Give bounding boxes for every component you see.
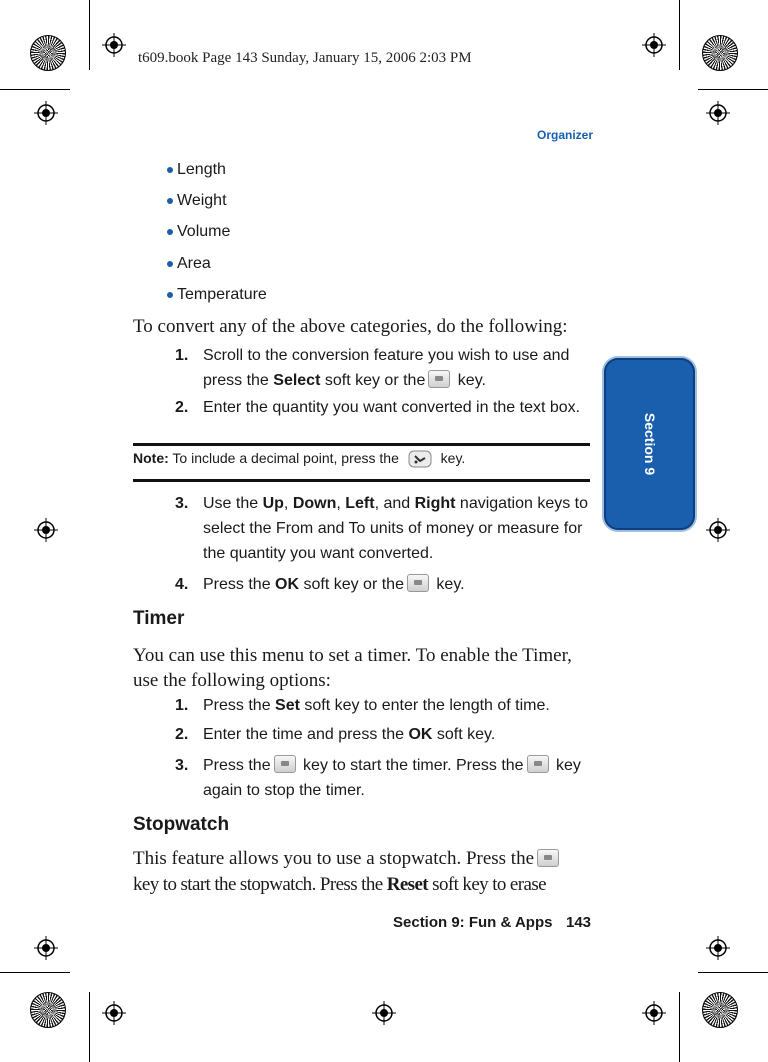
crop-mark-top-left-h	[0, 89, 70, 90]
step-text: Press the key to start the timer. Press the key again to stop the timer.	[203, 757, 581, 799]
step-text: Scroll to the conversion feature you wish to use and press the Select soft key or the key.	[203, 347, 570, 389]
step-item	[175, 572, 605, 597]
registration-target-icon	[34, 101, 58, 125]
step-number: 2.	[175, 726, 189, 743]
step-number: 4.	[175, 576, 189, 593]
stopwatch-heading: Stopwatch	[133, 814, 230, 835]
crop-mark-top-right-v	[679, 0, 680, 70]
rosette-mark-icon	[702, 992, 738, 1028]
step-item	[175, 753, 605, 803]
crop-mark-top-right-h	[698, 89, 768, 90]
bullet-item: Length	[167, 161, 226, 179]
registration-target-icon	[102, 1001, 126, 1025]
step-number: 1.	[175, 697, 189, 714]
bullet-dot-icon	[167, 292, 173, 298]
step-item	[175, 693, 605, 718]
registration-target-icon	[34, 518, 58, 542]
footer-section: Section 9: Fun & Apps	[393, 914, 553, 931]
stopwatch-line-1: This feature allows you to use a stopwatch. Press the	[133, 846, 603, 871]
registration-target-icon	[34, 936, 58, 960]
stopwatch-line-2: key to start the stopwatch. Press the Reset soft key to erase	[133, 874, 546, 895]
note-label: Note:	[133, 450, 169, 466]
crop-mark-top-left-v	[89, 0, 90, 70]
timer-heading: Timer	[133, 608, 185, 629]
ok-key-icon	[274, 755, 296, 773]
step-item	[175, 395, 605, 420]
footer-page-number: 143	[566, 914, 592, 931]
ok-key-icon	[428, 370, 450, 388]
timer-intro: You can use this menu to set a timer. To enable the Timer, use the following options:	[133, 645, 572, 691]
step-item	[175, 343, 605, 393]
note: Note: To include a decimal point, press the key.	[133, 449, 593, 469]
crop-mark-bottom-right-v	[679, 992, 680, 1062]
step-item	[175, 722, 605, 747]
crop-mark-bottom-left-v	[89, 992, 90, 1062]
bullet-dot-icon	[167, 229, 173, 235]
step-text: Use the Up, Down, Left, and Right navigation keys to select the From and To units of money or measure for the quantity you want converted.	[203, 495, 589, 562]
bullet-dot-icon	[167, 167, 173, 173]
section-tab-label: Section 9	[641, 412, 658, 476]
running-header: Organizer	[536, 128, 593, 142]
ok-key-icon	[537, 849, 559, 867]
step-number: 2.	[175, 399, 189, 416]
crop-mark-bottom-right-h	[698, 972, 768, 973]
bullet-item: Temperature	[167, 286, 267, 304]
step-text: Press the OK soft key or the key.	[203, 576, 465, 593]
step-text: Enter the quantity you want converted in the text box.	[203, 399, 581, 416]
intro-paragraph: To convert any of the above categories, do the following:	[133, 316, 568, 337]
step-text: Enter the time and press the OK soft key.	[203, 726, 496, 743]
registration-target-icon	[372, 1001, 396, 1025]
bullet-item: Volume	[167, 223, 230, 241]
bullet-item: Weight	[167, 192, 227, 210]
note-bottom-rule	[133, 479, 590, 482]
registration-target-icon	[706, 101, 730, 125]
step-item	[175, 491, 605, 567]
registration-target-icon	[642, 33, 666, 57]
step-number: 3.	[175, 757, 189, 774]
bullet-dot-icon	[167, 261, 173, 267]
registration-target-icon	[706, 936, 730, 960]
rosette-mark-icon	[702, 35, 738, 71]
ok-key-icon	[527, 755, 549, 773]
ok-key-icon	[407, 574, 429, 592]
registration-target-icon	[102, 33, 126, 57]
rosette-mark-icon	[30, 35, 66, 71]
crop-mark-bottom-left-h	[0, 972, 70, 973]
section-tab	[604, 358, 695, 530]
bullet-dot-icon	[167, 198, 173, 204]
step-text: Press the Set soft key to enter the length of time.	[203, 697, 550, 714]
registration-target-icon	[642, 1001, 666, 1025]
rosette-mark-icon	[30, 992, 66, 1028]
star-key-icon	[407, 449, 433, 469]
print-header: t609.book Page 143 Sunday, January 15, 2006 2:03 PM	[138, 50, 472, 66]
bullet-item: Area	[167, 255, 211, 273]
note-top-rule	[133, 443, 590, 446]
step-number: 3.	[175, 495, 189, 512]
step-number: 1.	[175, 347, 189, 364]
registration-target-icon	[706, 518, 730, 542]
